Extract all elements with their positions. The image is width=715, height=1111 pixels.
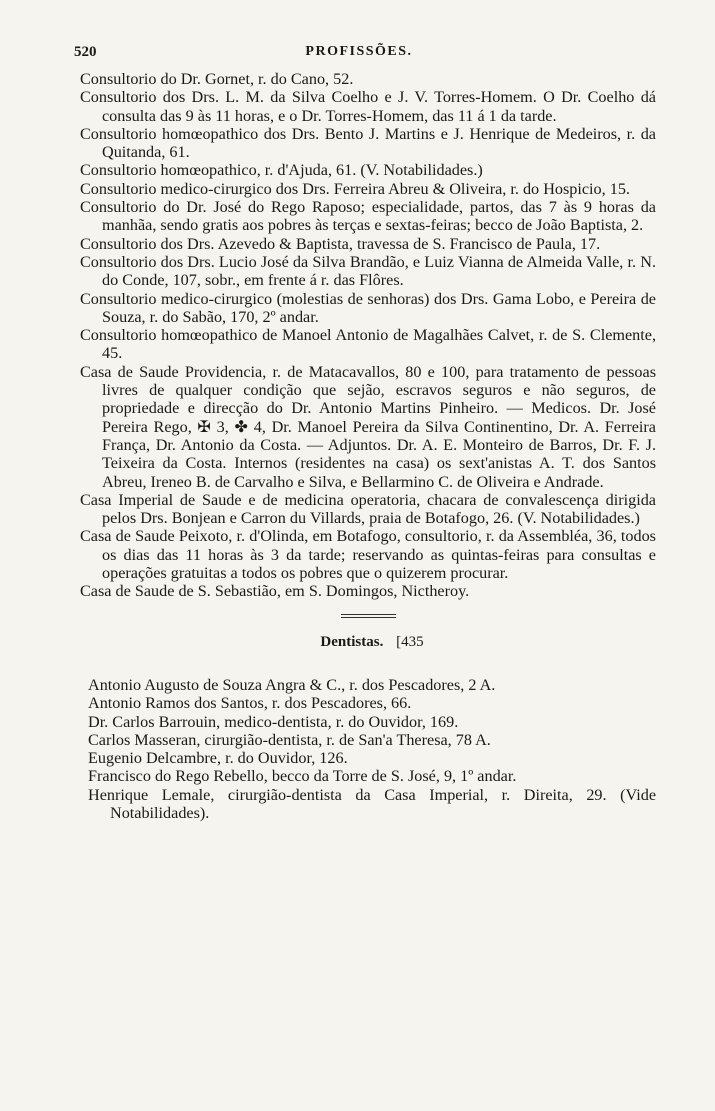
- page-header: [74, 44, 644, 66]
- list-item: Antonio Ramos dos Santos, r. dos Pescadores, 66.: [88, 694, 412, 713]
- list-item: Dr. Carlos Barrouin, medico-dentista, r. do Ouvidor, 169.: [88, 712, 459, 731]
- consultorios-list: [80, 70, 656, 822]
- list-item: Henrique Lemale, cirurgião-dentista da Casa Imperial, r. Direita, 29. (Vide Notabilidades).: [88, 785, 656, 822]
- section-title: Dentistas.: [320, 633, 384, 650]
- section-count: [435: [396, 633, 424, 650]
- list-item: Consultorio dos Drs. Lucio José da Silva Brandão, e Luiz Vianna de Almeida Valle, r. N. do Conde, 107, sobr., em frente á r. das Flôres.: [80, 252, 656, 290]
- list-item: Casa Imperial de Saude e de medicina operatoria, chacara de convalescença dirigida pelos Drs. Bonjean e Carron du Villards, praia de Botafogo, 26. (V. Notabilidades.): [80, 490, 656, 528]
- page-number: 520: [74, 44, 97, 60]
- list-item: Consultorio do Dr. José do Rego Raposo; especialidade, partos, das 7 às 9 horas da manhãa, sendo gratis aos pobres às terças e sextas-feiras; becco de João Baptista, 2.: [80, 198, 656, 235]
- list-item: Consultorio medico-cirurgico (molestias de senhoras) dos Drs. Gama Lobo, e Pereira de Souza, r. do Sabão, 170, 2º andar.: [80, 289, 656, 326]
- list-item: Casa de Saude Providencia, r. de Matacavallos, 80 e 100, para tratamento de pessoas livres de qualquer condição que sejão, escravos seguros e não seguros, de propriedade e direcção do Dr. Antonio Martins Pinheiro. — Medicos. Dr. José Pereira Rego, ✠ 3, ✤ 4, Dr. Manoel Pereira da Silva Continentino, Dr. A. Ferreira França, Dr. Antonio da Costa. — Adjuntos. Dr. A. E. Monteiro de Barros, Dr. F. J. Teixeira da Costa. Internos (residentes na casa) os sext'anistas A. T. dos Santos Abreu, Ireneo B. de Carvalho e Silva, e Bellarmino C. de Oliveira e Andrade.: [80, 362, 656, 491]
- list-item: Casa de Saude Peixoto, r. d'Olinda, em Botafogo, consultorio, r. da Assembléa, 36, todos os dias das 11 horas às 3 da tarde; reservando as quintas-feiras para consultas e operações gratuitas a todos os pobres que o quizerem procurar.: [80, 527, 656, 583]
- section-heading: [80, 633, 656, 651]
- list-item: Consultorio medico-cirurgico dos Drs. Ferreira Abreu & Oliveira, r. do Hospicio, 15.: [80, 179, 630, 198]
- section-divider: [341, 614, 396, 618]
- list-item: Consultorio do Dr. Gornet, r. do Cano, 52.: [80, 70, 354, 88]
- list-item: Casa de Saude de S. Sebastião, em S. Domingos, Nictheroy.: [80, 582, 470, 601]
- dentists-list: [80, 676, 656, 822]
- list-item: Consultorio homœopathico de Manoel Antonio de Magalhães Calvet, r. de S. Clemente, 45.: [80, 326, 656, 363]
- list-item: Antonio Augusto de Souza Angra & C., r. dos Pescadores, 2 A.: [88, 675, 496, 694]
- list-item: Consultorio dos Drs. Azevedo & Baptista, travessa de S. Francisco de Paula, 17.: [80, 234, 601, 253]
- list-item: Eugenio Delcambre, r. do Ouvidor, 126.: [88, 749, 348, 768]
- list-item: Consultorio dos Drs. L. M. da Silva Coelho e J. V. Torres-Homem. O Dr. Coelho dá consulta das 9 às 11 horas, e o Dr. Torres-Homem, das 11 á 1 da tarde.: [80, 88, 656, 125]
- list-item: Consultorio homœopathico, r. d'Ajuda, 61. (V. Notabilidades.): [80, 161, 483, 180]
- list-item: Carlos Masseran, cirurgião-dentista, r. de San'a Theresa, 78 A.: [88, 730, 491, 749]
- list-item: Consultorio homœopathico dos Drs. Bento J. Martins e J. Henrique de Medeiros, r. da Quitanda, 61.: [80, 124, 656, 162]
- list-item: Francisco do Rego Rebello, becco da Torre de S. José, 9, 1º andar.: [88, 767, 517, 786]
- running-title: PROFISSÕES.: [305, 44, 413, 59]
